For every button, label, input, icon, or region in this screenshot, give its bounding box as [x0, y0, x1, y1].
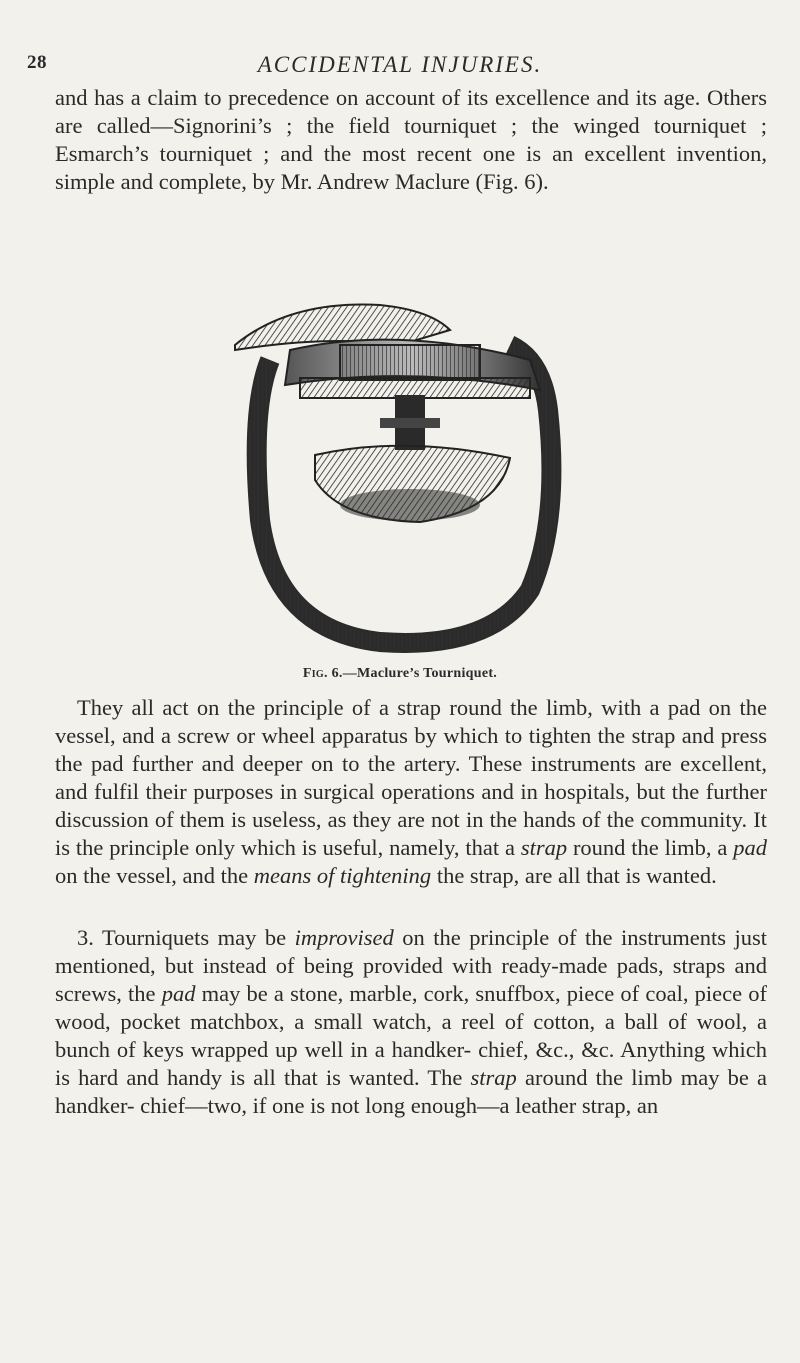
- paragraph-3: [55, 924, 767, 1120]
- tourniquet-illustration-icon: [230, 290, 575, 660]
- emphasis-strap-2: strap: [470, 1065, 517, 1090]
- emphasis-pad: pad: [733, 835, 767, 860]
- paragraph-2-text-2: round the limb, a: [567, 835, 734, 860]
- paragraph-3-text-4: around the limb may be a handker- chief—two, if one is not long enough—a leather strap, an: [55, 1065, 767, 1118]
- paragraph-3-text-3: may be a stone, marble, cork, snuffbox, piece of coal, piece of wood, pocket matchbox, a small watch, a reel of cotton, a ball of wool, a bunch of keys wrapped up well in a handker- chief, &c., &c. Anything which is hard and handy is all that is wanted. The: [55, 981, 767, 1090]
- paragraph-3-text-2: on the principle of the instruments just mentioned, but instead of being provided with ready-made pads, straps and screws, the: [55, 925, 767, 1006]
- paragraph-2-text-3: on the vessel, and the: [55, 863, 254, 888]
- emphasis-means-of-tightening: means of tightening: [253, 863, 432, 888]
- paragraph-3-text-1: 3. Tourniquets may be: [77, 925, 295, 950]
- page-number: 28: [27, 52, 47, 73]
- emphasis-pad-2: pad: [161, 981, 196, 1006]
- figure-label: Fig. 6.: [302, 666, 343, 681]
- paragraph-2: [55, 694, 767, 890]
- figure-caption-text: —Maclure’s Tourniquet.: [342, 666, 498, 681]
- paragraph-1: and has a claim to precedence on account of its excellence and its age. Others are called—Signorini’s ; the field tourniquet ; the winged tourniquet ; Esmarch’s tourniquet ; and the most recent one is an excellent invention, simple and complete, by Mr. Andrew Maclure (Fig. 6).: [55, 85, 767, 194]
- figure-6: [230, 290, 575, 660]
- emphasis-improvised: improvised: [294, 925, 394, 950]
- paragraph-2-text-4: the strap, are all that is wanted.: [431, 863, 717, 888]
- paragraph-2-text-1: They all act on the principle of a strap round the limb, with a pad on the vessel, and a screw or wheel apparatus by which to tighten the strap and press the pad further and deeper on to the artery. These instruments are excellent, and fulfil their purposes in surgical operations and in hospitals, but the further discussion of them is useless, as they are not in the hands of the community. It is the principle only which is useful, namely, that a: [55, 695, 767, 860]
- figure-caption: [0, 666, 800, 682]
- running-head: ACCIDENTAL INJURIES.: [257, 52, 543, 77]
- emphasis-strap: strap: [520, 835, 568, 860]
